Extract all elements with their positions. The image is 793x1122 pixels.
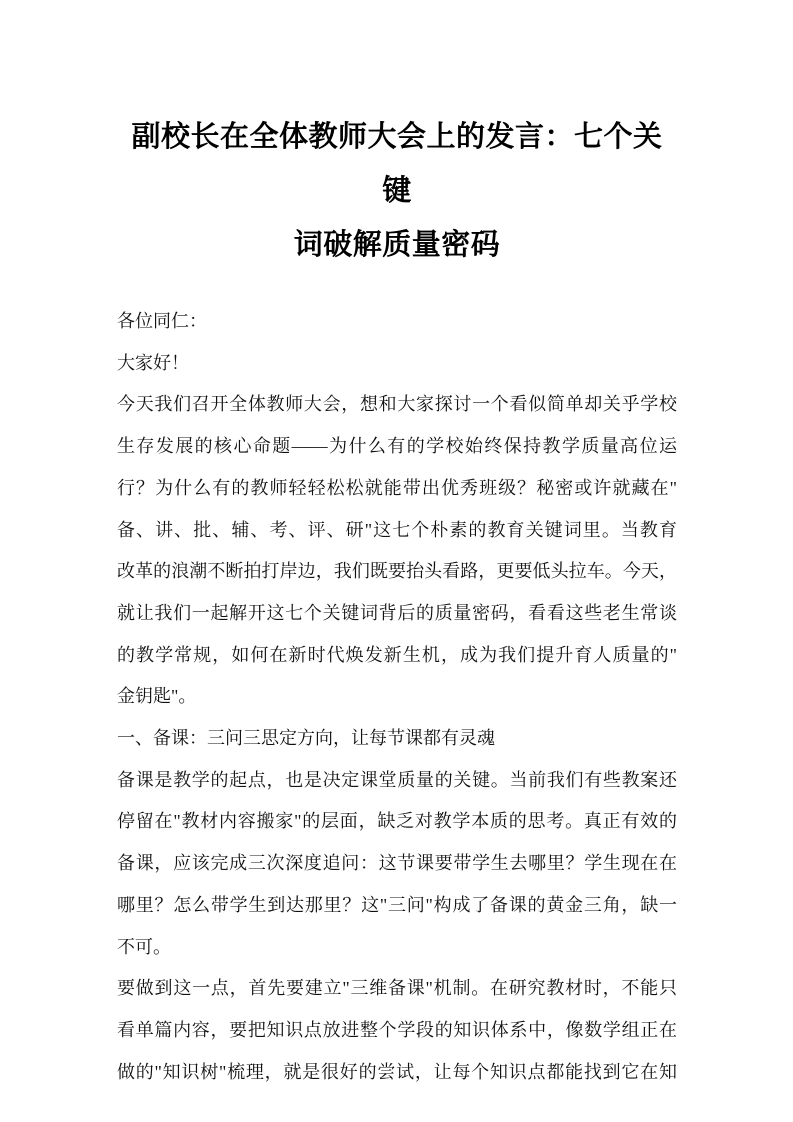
- paragraph-body-2: [117, 968, 677, 1093]
- text-line: 大家好！: [117, 352, 189, 373]
- document-body: [117, 301, 677, 1093]
- text-line: 备课，应该完成三次深度追问：这节课要带学生去哪里？学生现在在: [117, 853, 677, 874]
- document-title: [117, 110, 677, 272]
- text-line: 停留在"教材内容搬家"的层面，缺乏对教学本质的思考。真正有效的: [117, 811, 677, 832]
- paragraph-body-1: [117, 760, 677, 969]
- text-line: 做的"知识树"梳理，就是很好的尝试，让每个知识点都能找到它在知: [117, 1061, 677, 1082]
- text-line: 改革的浪潮不断拍打岸边，我们既要抬头看路，更要低头拉车。今天，: [117, 561, 677, 582]
- title-line-2: 词破解质量密码: [293, 229, 501, 261]
- text-line: 生存发展的核心命题——为什么有的学校始终保持教学质量高位运: [117, 436, 677, 457]
- text-line: 哪里？怎么带学生到达那里？这"三问"构成了备课的黄金三角，缺一: [117, 894, 677, 915]
- text-line: 各位同仁：: [117, 311, 207, 331]
- text-line: 要做到这一点，首先要建立"三维备课"机制。在研究教材时，不能只: [117, 978, 677, 999]
- text-line: 行？为什么有的教师轻轻松松就能带出优秀班级？秘密或许就藏在": [117, 477, 677, 498]
- text-line: 就让我们一起解开这七个关键词背后的质量密码，看看这些老生常谈: [117, 602, 677, 623]
- text-line: 不可。: [117, 936, 171, 957]
- section-heading-text: 一、备课：三问三思定方向，让每节课都有灵魂: [117, 728, 495, 749]
- paragraph-intro: [117, 384, 677, 718]
- title-line-1: 副校长在全体教师大会上的发言：七个关键: [131, 121, 663, 207]
- section-heading-1: [117, 718, 677, 760]
- text-line: 备、讲、批、辅、考、评、研"这七个朴素的教育关键词里。当教育: [117, 519, 677, 540]
- text-line: 备课是教学的起点，也是决定课堂质量的关键。当前我们有些教案还: [117, 769, 677, 790]
- paragraph-salutation: [117, 301, 677, 343]
- text-line: 今天我们召开全体教师大会，想和大家探讨一个看似简单却关乎学校: [117, 394, 677, 415]
- text-line: 金钥匙"。: [117, 686, 197, 707]
- text-line: 的教学常规，如何在新时代焕发新生机，成为我们提升育人质量的": [117, 644, 677, 665]
- text-line: 看单篇内容，要把知识点放进整个学段的知识体系中，像数学组正在: [117, 1019, 677, 1040]
- paragraph-greeting: [117, 343, 677, 385]
